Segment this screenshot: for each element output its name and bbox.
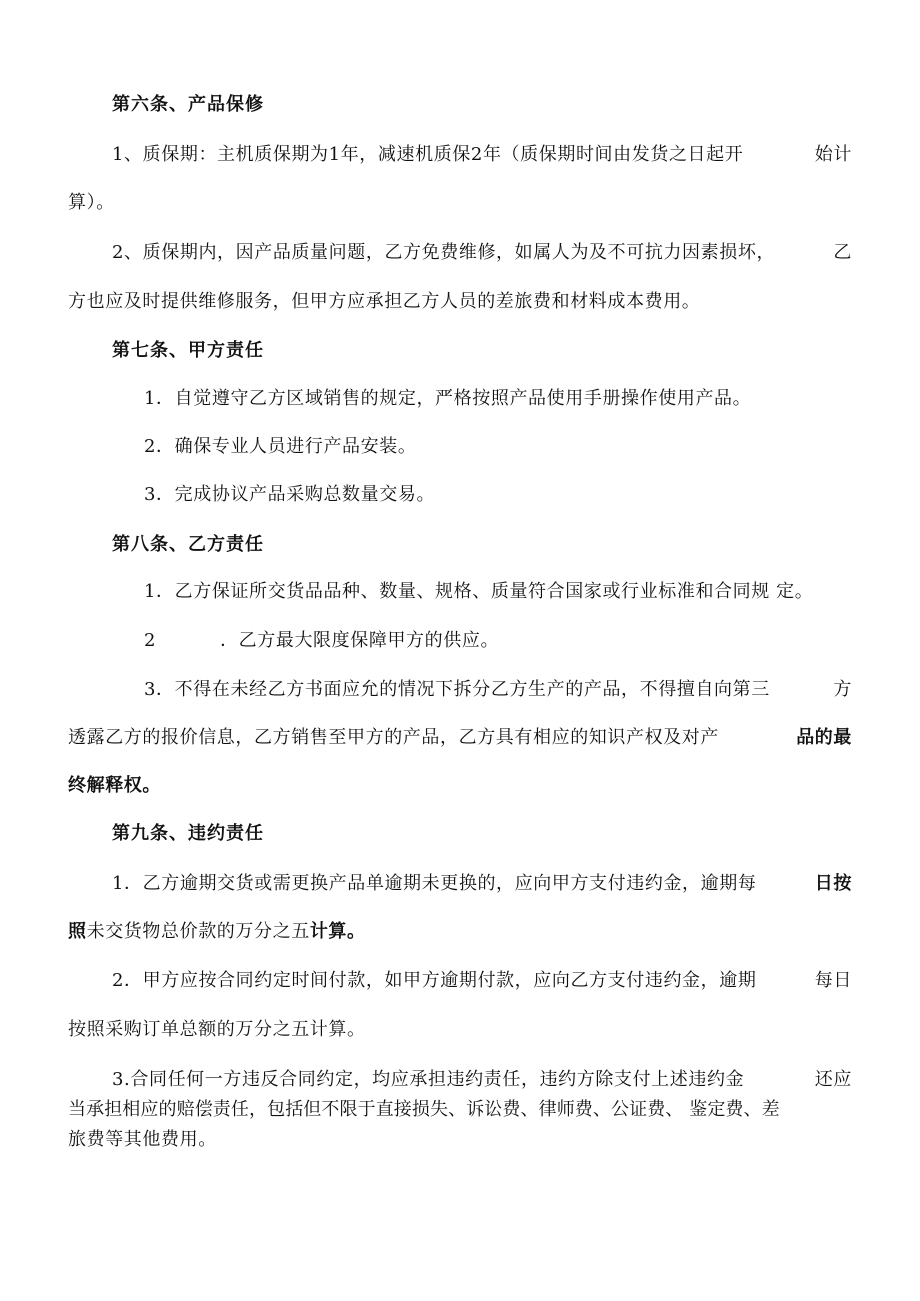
article-8-item-3-text-c: 透露乙方的报价信息，乙方销售至甲方的产品，乙方具有相应的知识产权及对产 xyxy=(68,727,719,748)
article-9-item-1-line-1 xyxy=(112,872,852,896)
article-9-item-3-line-2: 当承担相应的赔偿责任，包括但不限于直接损失、诉讼费、律师费、公证费、 鉴定费、差 xyxy=(68,1099,780,1120)
article-8-item-3-line-3: 终解释权。 xyxy=(68,775,161,796)
article-9-item-2-text-a: 2．甲方应按合同约定时间付款，如甲方逾期付款，应向乙方支付违约金，逾期 xyxy=(112,970,757,991)
article-9-item-1-text-b: 日按 xyxy=(814,873,852,894)
article-9-item-3-line-1 xyxy=(112,1068,852,1092)
article-6-item-1-line-2: 算）。 xyxy=(68,192,115,213)
article-6-item-2-text-a: 2、质保期内，因产品质量问题，乙方免费维修，如属人为及不可抗力因素损坏， xyxy=(112,242,776,263)
article-8-item-3-text-d: 品的最 xyxy=(796,727,852,748)
article-6-item-2-line-1 xyxy=(112,241,852,265)
article-8-item-3-line-1 xyxy=(144,678,852,702)
article-9-item-1-line-2 xyxy=(68,920,366,944)
article-7-item-1: 1．自觉遵守乙方区域销售的规定，严格按照产品使用手册操作使用产品。 xyxy=(144,388,752,409)
article-9-item-2-line-2: 按照采购订单总额的万分之五计算。 xyxy=(68,1019,366,1040)
article-8-heading: 第八条、乙方责任 xyxy=(112,534,264,555)
article-8-item-3-text-b: 方 xyxy=(833,679,852,700)
article-6-item-1-text-a: 1、质保期：主机质保期为1年，减速机质保2年（质保期时间由发货之日起开 xyxy=(112,144,744,165)
article-8-item-3-line-2 xyxy=(68,726,852,750)
article-9-heading: 第九条、违约责任 xyxy=(112,823,264,844)
article-9-item-1-text-e: 计算。 xyxy=(309,921,366,942)
article-6-heading: 第六条、产品保修 xyxy=(112,94,264,115)
article-9-item-2-text-b: 每日 xyxy=(814,970,852,991)
article-6-item-1-line-1 xyxy=(112,143,852,167)
article-9-item-3-text-b: 还应 xyxy=(814,1069,852,1090)
article-8-item-1: 1．乙方保证所交货品品种、数量、规格、质量符合国家或行业标准和合同规 定。 xyxy=(144,581,814,602)
article-9-item-2-line-1 xyxy=(112,969,852,993)
article-9-item-1-text-c: 照 xyxy=(68,921,87,942)
article-8-item-2 xyxy=(144,629,499,653)
article-9-item-1-text-d: 未交货物总价款的万分之五 xyxy=(86,921,310,942)
article-6-item-1-text-b: 始计 xyxy=(814,144,852,165)
article-7-item-2: 2．确保专业人员进行产品安装。 xyxy=(144,436,417,457)
article-8-item-3-text-a: 3．不得在未经乙方书面应允的情况下拆分乙方生产的产品，不得擅自向第三 xyxy=(144,679,770,700)
article-9-item-1-text-a: 1．乙方逾期交货或需更换产品单逾期未更换的，应向甲方支付违约金，逾期每 xyxy=(112,873,757,894)
article-8-item-2-number: 2 xyxy=(144,630,157,651)
article-6-item-2-line-2: 方也应及时提供维修服务，但甲方应承担乙方人员的差旅费和材料成本费用。 xyxy=(68,291,701,312)
article-6-item-2-text-b: 乙 xyxy=(833,242,852,263)
article-7-item-3: 3．完成协议产品采购总数量交易。 xyxy=(144,484,436,505)
article-9-item-3-text-a: 3.合同任何一方违反合同约定，均应承担违约责任，违约方除支付上述违约金 xyxy=(112,1069,745,1090)
article-9-item-3-line-3: 旅费等其他费用。 xyxy=(68,1129,217,1150)
article-7-heading: 第七条、甲方责任 xyxy=(112,340,264,361)
article-8-item-2-text: ．乙方最大限度保障甲方的供应。 xyxy=(220,630,500,651)
